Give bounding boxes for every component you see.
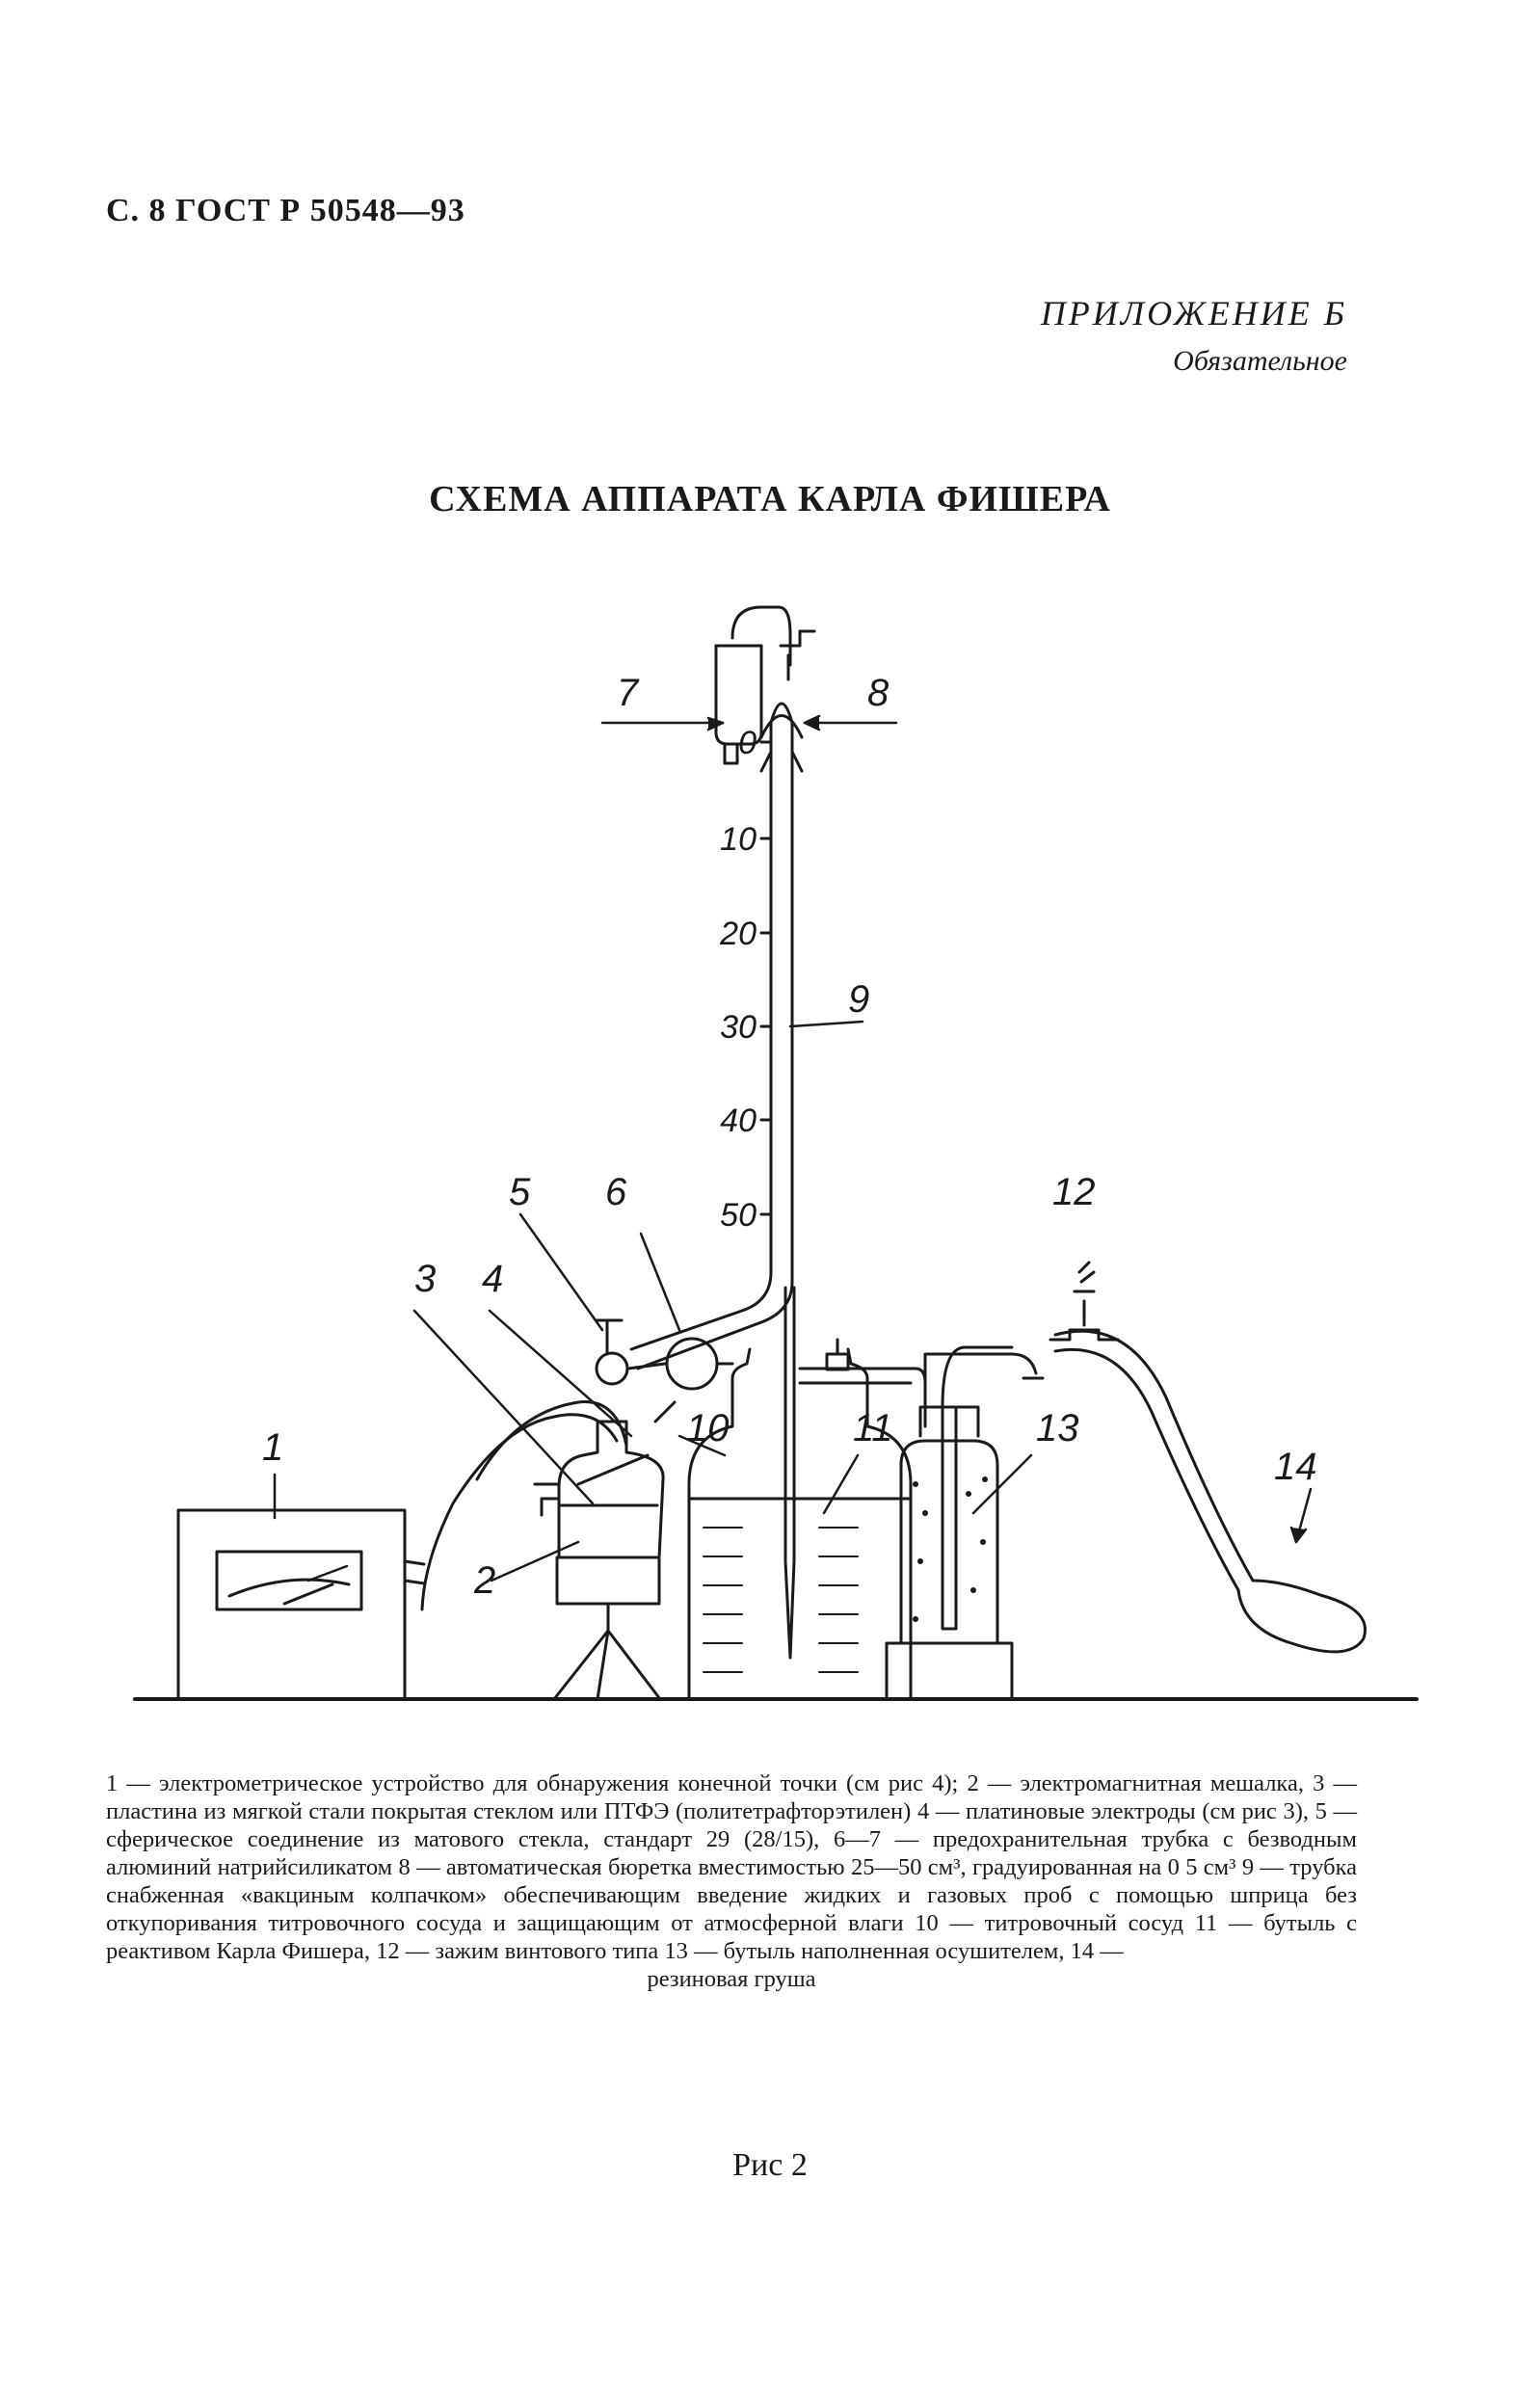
- guard-tube-assembly: [596, 1320, 732, 1389]
- callout-7: 7: [617, 672, 639, 714]
- scale-30: 30: [720, 1009, 757, 1046]
- figure-label: Рис 2: [732, 2147, 808, 2183]
- callout-13: 13: [1036, 1407, 1079, 1449]
- callout-9: 9: [848, 978, 870, 1021]
- rubber-bulb-assembly: [1055, 1331, 1366, 1652]
- apparatus-diagram: [0, 540, 1540, 1735]
- drying-bottle: [887, 1347, 1012, 1699]
- document-title: СХЕМА АППАРАТА КАРЛА ФИШЕРА: [429, 479, 1111, 519]
- figure-caption: [106, 1769, 1357, 1993]
- callout-8: 8: [867, 672, 889, 714]
- screw-clamp-and-tubing: [800, 1263, 1118, 1426]
- callout-10: 10: [686, 1407, 730, 1449]
- reagent-bottle: [689, 1349, 911, 1699]
- callout-14: 14: [1274, 1446, 1317, 1488]
- apparatus-figure: [0, 540, 1540, 1735]
- scale-40: 40: [720, 1103, 757, 1139]
- scale-labels: [719, 725, 757, 1234]
- appendix-title: ПРИЛОЖЕНИЕ Б: [1040, 294, 1347, 332]
- desiccant-dots: [913, 1476, 988, 1622]
- reagent-liquid-lines: [704, 1528, 858, 1672]
- caption-body: 1 — электрометрическое устройство для обнаружения конечной точки (см рис 4); 2 — электромагнитная мешалка, 3 — пластина из мягкой стали покрытая стеклом или ПТФЭ (политетрафторэтилен) 4 — платиновые электроды (см рис 3), 5 — сферическое соединение из матового стекла, стандарт 29 (28/15), 6—7 — предохранительная трубка с безводным алюминий натрийсиликатом 8 — автоматическая бюретка вместимостью 25—50 см³, градуированная на 0 5 см³ 9 — трубка снабженная «вакциным колпачком» обеспечивающим введение жидких и газовых проб с помощью шприца без откупоривания титровочного сосуда и защищающим от атмосферной влаги 10 — титровочный сосуд 11 — бутыль с реактивом Карла Фишера, 12 — зажим винтового типа 13 — бутыль наполненная осушителем, 14 —: [106, 1770, 1357, 1964]
- appendix-subtitle: Обязательное: [1173, 345, 1347, 377]
- callout-11: 11: [853, 1407, 893, 1449]
- caption-end: резиновая груша: [647, 1966, 816, 1992]
- scale-0: 0: [738, 725, 757, 761]
- scale-20: 20: [720, 916, 757, 952]
- callout-labels: [262, 672, 1317, 1602]
- callout-4: 4: [482, 1258, 504, 1300]
- scale-10: 10: [720, 821, 757, 858]
- callout-12: 12: [1052, 1171, 1096, 1213]
- callout-2: 2: [474, 1559, 496, 1602]
- page-header: С. 8 ГОСТ Р 50548—93: [106, 193, 465, 228]
- magnetic-stirrer: [554, 1557, 660, 1699]
- titration-vessel: [422, 1402, 675, 1609]
- callout-3: 3: [414, 1258, 437, 1300]
- callout-6: 6: [605, 1171, 627, 1213]
- callout-5: 5: [509, 1171, 531, 1213]
- scale-50: 50: [720, 1197, 757, 1234]
- automatic-burette: [631, 631, 814, 1658]
- appendix-block: [1041, 293, 1347, 378]
- callout-1: 1: [262, 1426, 284, 1469]
- electrometric-device: [178, 1510, 424, 1699]
